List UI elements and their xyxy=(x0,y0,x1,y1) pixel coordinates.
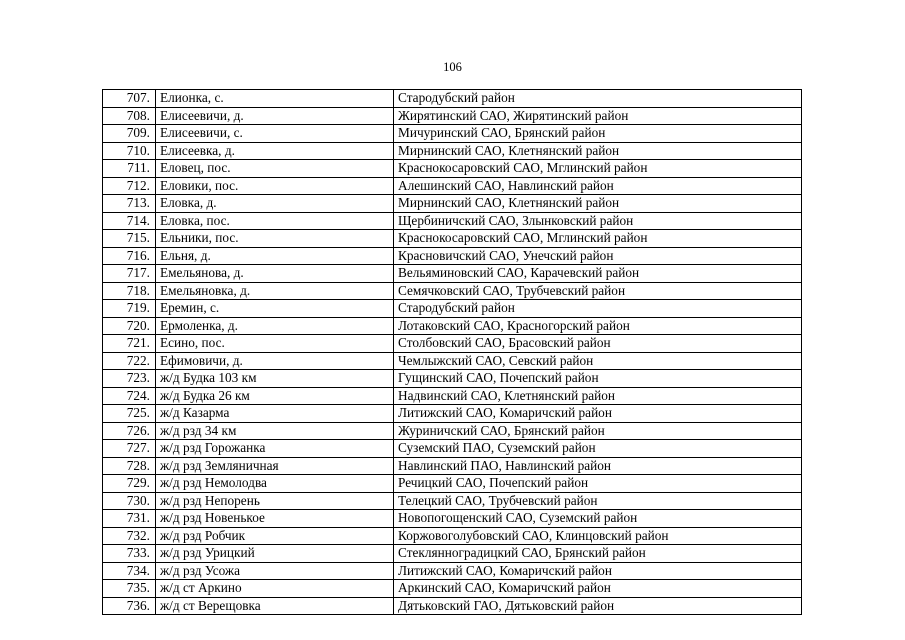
row-number: 733. xyxy=(103,545,156,563)
district-name: Новопогощенский САО, Суземский район xyxy=(394,510,802,528)
row-number: 732. xyxy=(103,527,156,545)
settlement-name: ж/д рзд 34 км xyxy=(156,422,394,440)
table-row xyxy=(103,562,802,580)
settlement-name: Еловка, д. xyxy=(156,195,394,213)
district-name: Речицкий САО, Почепский район xyxy=(394,475,802,493)
table-row xyxy=(103,177,802,195)
row-number: 720. xyxy=(103,317,156,335)
row-number: 713. xyxy=(103,195,156,213)
row-number: 725. xyxy=(103,405,156,423)
district-name: Краснокосаровский САО, Мглинский район xyxy=(394,230,802,248)
table-row xyxy=(103,195,802,213)
settlement-name: ж/д рзд Новенькое xyxy=(156,510,394,528)
settlement-name: Елисеевичи, с. xyxy=(156,125,394,143)
settlement-name: Есино, пос. xyxy=(156,335,394,353)
row-number: 711. xyxy=(103,160,156,178)
row-number: 731. xyxy=(103,510,156,528)
row-number: 728. xyxy=(103,457,156,475)
table-row xyxy=(103,405,802,423)
district-name: Лотаковский САО, Красногорский район xyxy=(394,317,802,335)
table-row xyxy=(103,370,802,388)
district-name: Стеклянноградицкий САО, Брянский район xyxy=(394,545,802,563)
page-number: 106 xyxy=(443,60,462,74)
table-row xyxy=(103,352,802,370)
district-name: Телецкий САО, Трубчевский район xyxy=(394,492,802,510)
row-number: 717. xyxy=(103,265,156,283)
district-name: Коржовоголубовский САО, Клинцовский район xyxy=(394,527,802,545)
row-number: 708. xyxy=(103,107,156,125)
settlement-name: Ефимовичи, д. xyxy=(156,352,394,370)
table-row xyxy=(103,300,802,318)
table-row xyxy=(103,527,802,545)
table-row xyxy=(103,212,802,230)
table-row xyxy=(103,142,802,160)
district-name: Стародубский район xyxy=(394,300,802,318)
row-number: 710. xyxy=(103,142,156,160)
district-name: Мирнинский САО, Клетнянский район xyxy=(394,142,802,160)
row-number: 719. xyxy=(103,300,156,318)
district-name: Красновичский САО, Унечский район xyxy=(394,247,802,265)
district-name: Жирятинский САО, Жирятинский район xyxy=(394,107,802,125)
row-number: 723. xyxy=(103,370,156,388)
row-number: 709. xyxy=(103,125,156,143)
table-row xyxy=(103,160,802,178)
table-row xyxy=(103,335,802,353)
row-number: 736. xyxy=(103,597,156,615)
district-name: Литижский САО, Комаричский район xyxy=(394,405,802,423)
settlements-table xyxy=(102,89,802,615)
settlement-name: ж/д ст Верещовка xyxy=(156,597,394,615)
row-number: 722. xyxy=(103,352,156,370)
district-name: Мичуринский САО, Брянский район xyxy=(394,125,802,143)
settlement-name: Еловец, пос. xyxy=(156,160,394,178)
table-row xyxy=(103,90,802,108)
district-name: Краснокосаровский САО, Мглинский район xyxy=(394,160,802,178)
settlement-name: Еловка, пос. xyxy=(156,212,394,230)
district-name: Аркинский САО, Комаричский район xyxy=(394,580,802,598)
settlement-name: Елионка, с. xyxy=(156,90,394,108)
settlement-name: ж/д Казарма xyxy=(156,405,394,423)
row-number: 716. xyxy=(103,247,156,265)
row-number: 714. xyxy=(103,212,156,230)
table-row xyxy=(103,492,802,510)
table-row xyxy=(103,125,802,143)
row-number: 724. xyxy=(103,387,156,405)
settlement-name: ж/д рзд Немолодва xyxy=(156,475,394,493)
district-name: Вельяминовский САО, Карачевский район xyxy=(394,265,802,283)
table-row xyxy=(103,282,802,300)
row-number: 734. xyxy=(103,562,156,580)
settlement-name: ж/д рзд Земляничная xyxy=(156,457,394,475)
district-name: Навлинский ПАО, Навлинский район xyxy=(394,457,802,475)
district-name: Щербиничский САО, Злынковский район xyxy=(394,212,802,230)
table-row xyxy=(103,387,802,405)
table-row xyxy=(103,317,802,335)
row-number: 727. xyxy=(103,440,156,458)
row-number: 718. xyxy=(103,282,156,300)
row-number: 729. xyxy=(103,475,156,493)
table-row xyxy=(103,247,802,265)
settlement-name: Еловики, пос. xyxy=(156,177,394,195)
row-number: 715. xyxy=(103,230,156,248)
district-name: Мирнинский САО, Клетнянский район xyxy=(394,195,802,213)
district-name: Литижский САО, Комаричский район xyxy=(394,562,802,580)
settlement-name: ж/д Будка 26 км xyxy=(156,387,394,405)
row-number: 735. xyxy=(103,580,156,598)
table-body xyxy=(103,90,802,615)
settlement-name: ж/д рзд Робчик xyxy=(156,527,394,545)
table-row xyxy=(103,265,802,283)
settlement-name: Ельники, пос. xyxy=(156,230,394,248)
district-name: Чемлыжский САО, Севский район xyxy=(394,352,802,370)
settlement-name: Емельяновка, д. xyxy=(156,282,394,300)
settlement-name: ж/д Будка 103 км xyxy=(156,370,394,388)
settlement-name: ж/д рзд Урицкий xyxy=(156,545,394,563)
settlement-name: Елисеевка, д. xyxy=(156,142,394,160)
district-name: Суземский ПАО, Суземский район xyxy=(394,440,802,458)
row-number: 707. xyxy=(103,90,156,108)
table-row xyxy=(103,440,802,458)
table-row xyxy=(103,510,802,528)
settlement-name: ж/д ст Аркино xyxy=(156,580,394,598)
table-row xyxy=(103,475,802,493)
table-row xyxy=(103,107,802,125)
table-row xyxy=(103,457,802,475)
row-number: 721. xyxy=(103,335,156,353)
table-row xyxy=(103,597,802,615)
settlement-name: Ермоленка, д. xyxy=(156,317,394,335)
settlement-name: Еремин, с. xyxy=(156,300,394,318)
settlement-name: ж/д рзд Горожанка xyxy=(156,440,394,458)
settlement-name: Ельня, д. xyxy=(156,247,394,265)
table-row xyxy=(103,230,802,248)
district-name: Стародубский район xyxy=(394,90,802,108)
district-name: Семячковский САО, Трубчевский район xyxy=(394,282,802,300)
row-number: 726. xyxy=(103,422,156,440)
settlement-name: Емельянова, д. xyxy=(156,265,394,283)
district-name: Дятьковский ГАО, Дятьковский район xyxy=(394,597,802,615)
settlement-name: ж/д рзд Непорень xyxy=(156,492,394,510)
table-row xyxy=(103,422,802,440)
district-name: Гущинский САО, Почепский район xyxy=(394,370,802,388)
district-name: Алешинский САО, Навлинский район xyxy=(394,177,802,195)
table-row xyxy=(103,580,802,598)
table-row xyxy=(103,545,802,563)
settlement-name: Елисеевичи, д. xyxy=(156,107,394,125)
district-name: Надвинский САО, Клетнянский район xyxy=(394,387,802,405)
district-name: Столбовский САО, Брасовский район xyxy=(394,335,802,353)
settlement-name: ж/д рзд Усожа xyxy=(156,562,394,580)
district-name: Журиничский САО, Брянский район xyxy=(394,422,802,440)
row-number: 730. xyxy=(103,492,156,510)
row-number: 712. xyxy=(103,177,156,195)
